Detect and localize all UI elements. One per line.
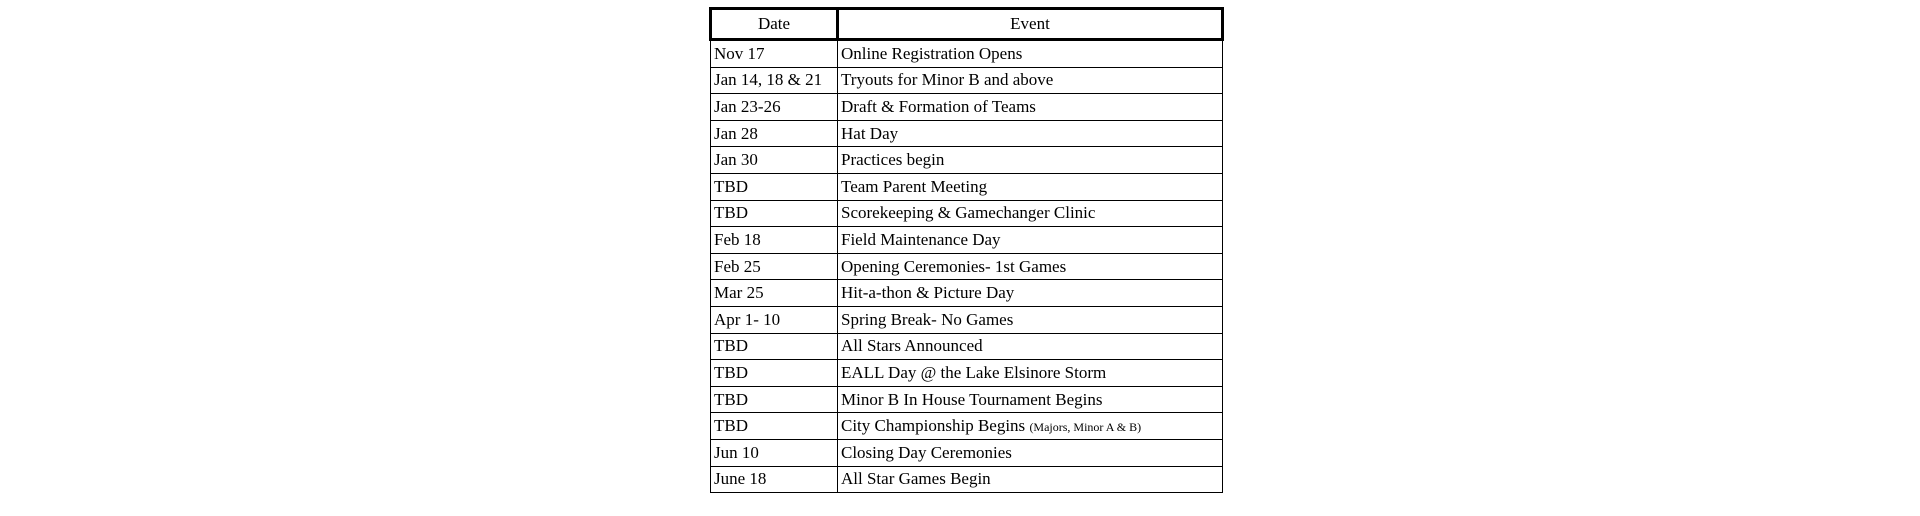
event-cell: Team Parent Meeting xyxy=(838,173,1223,200)
date-cell: Jan 23-26 xyxy=(711,94,838,121)
date-cell: TBD xyxy=(711,386,838,413)
event-cell xyxy=(838,413,1223,440)
table-row xyxy=(711,67,1223,94)
date-cell: TBD xyxy=(711,333,838,360)
event-cell: Draft & Formation of Teams xyxy=(838,94,1223,121)
table-row xyxy=(711,173,1223,200)
event-cell: Hit-a-thon & Picture Day xyxy=(838,280,1223,307)
header-event: Event xyxy=(838,9,1223,40)
schedule-table xyxy=(709,7,1224,493)
table-row xyxy=(711,200,1223,227)
date-cell: Jun 10 xyxy=(711,439,838,466)
header-date: Date xyxy=(711,9,838,40)
table-row xyxy=(711,227,1223,254)
table-row xyxy=(711,360,1223,387)
table-row xyxy=(711,306,1223,333)
table-row xyxy=(711,466,1223,493)
date-cell: Jan 14, 18 & 21 xyxy=(711,67,838,94)
table-row xyxy=(711,147,1223,174)
table-row xyxy=(711,333,1223,360)
event-cell: Minor B In House Tournament Begins xyxy=(838,386,1223,413)
table-row xyxy=(711,386,1223,413)
event-cell: Hat Day xyxy=(838,120,1223,147)
event-cell: Spring Break- No Games xyxy=(838,306,1223,333)
table-row xyxy=(711,413,1223,440)
date-cell: Jan 30 xyxy=(711,147,838,174)
event-cell: Closing Day Ceremonies xyxy=(838,439,1223,466)
event-cell: Practices begin xyxy=(838,147,1223,174)
event-cell: Field Maintenance Day xyxy=(838,227,1223,254)
table-row xyxy=(711,120,1223,147)
date-cell: TBD xyxy=(711,360,838,387)
table-row xyxy=(711,280,1223,307)
date-cell: June 18 xyxy=(711,466,838,493)
date-cell: Feb 25 xyxy=(711,253,838,280)
table-row xyxy=(711,253,1223,280)
date-cell: TBD xyxy=(711,413,838,440)
date-cell: Nov 17 xyxy=(711,40,838,68)
event-cell: All Star Games Begin xyxy=(838,466,1223,493)
event-cell: All Stars Announced xyxy=(838,333,1223,360)
table-header-row xyxy=(711,9,1223,40)
table-row xyxy=(711,94,1223,121)
event-cell: Tryouts for Minor B and above xyxy=(838,67,1223,94)
date-cell: Mar 25 xyxy=(711,280,838,307)
event-cell: Scorekeeping & Gamechanger Clinic xyxy=(838,200,1223,227)
event-text: City Championship Begins xyxy=(841,416,1026,436)
event-cell: EALL Day @ the Lake Elsinore Storm xyxy=(838,360,1223,387)
table-row xyxy=(711,40,1223,68)
table-row xyxy=(711,439,1223,466)
date-cell: TBD xyxy=(711,173,838,200)
event-cell: Opening Ceremonies- 1st Games xyxy=(838,253,1223,280)
date-cell: TBD xyxy=(711,200,838,227)
table-body xyxy=(711,40,1223,493)
date-cell: Feb 18 xyxy=(711,227,838,254)
event-note: (Majors, Minor A & B) xyxy=(1029,420,1142,435)
date-cell: Jan 28 xyxy=(711,120,838,147)
event-cell: Online Registration Opens xyxy=(838,40,1223,68)
date-cell: Apr 1- 10 xyxy=(711,306,838,333)
